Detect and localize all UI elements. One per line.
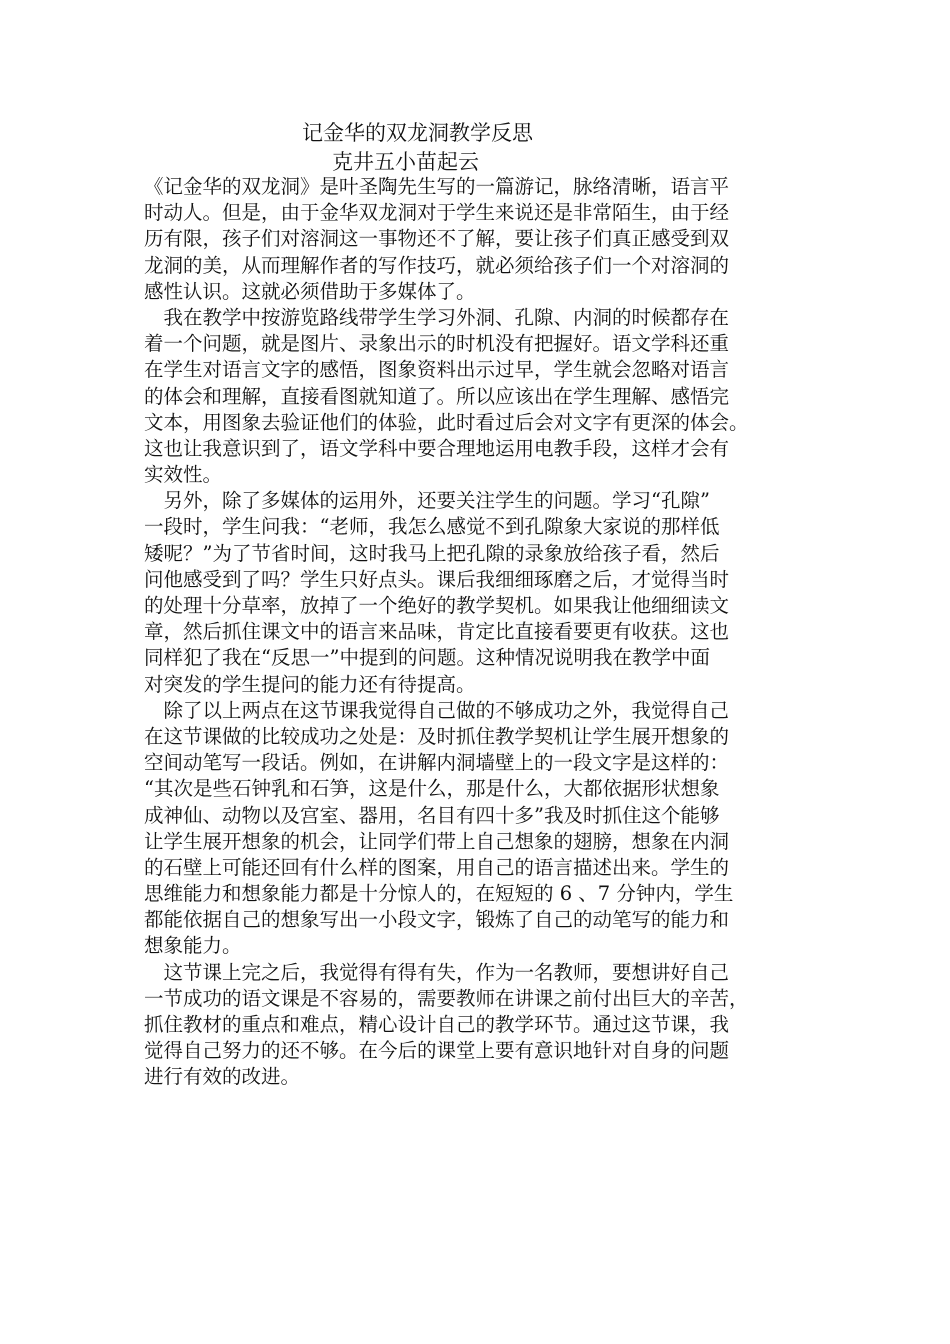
body-line: 一节成功的语文课是不容易的，需要教师在讲课之前付出巨大的辛苦， bbox=[144, 986, 749, 1010]
body-line: 另外，除了多媒体的运用外，还要关注学生的问题。学习“孔隙” bbox=[144, 489, 710, 513]
body-line: “其次是些石钟乳和石笋，这是什么，那是什么，大都依据形状想象 bbox=[144, 777, 720, 801]
body-line: 感性认识。这就必须借助于多媒体了。 bbox=[144, 279, 476, 303]
body-line: 让学生展开想象的机会，让同学们带上自己想象的翅膀，想象在内洞 bbox=[144, 829, 730, 853]
body-line: 的体会和理解，直接看图就知道了。所以应该出在学生理解、感悟完 bbox=[144, 384, 730, 408]
body-line: 时动人。但是，由于金华双龙洞对于学生来说还是非常陌生，由于经 bbox=[144, 201, 730, 225]
body-line: 一段时，学生问我：“老师，我怎么感觉不到孔隙象大家说的那样低 bbox=[144, 515, 720, 539]
body-line: 历有限，孩子们对溶洞这一事物还不了解，要让孩子们真正感受到双 bbox=[144, 227, 730, 251]
body-line: 同样犯了我在“反思一”中提到的问题。这种情况说明我在教学中面 bbox=[144, 646, 710, 670]
body-line: 这节课上完之后，我觉得有得有失，作为一名教师，要想讲好自己 bbox=[144, 960, 730, 984]
body-line: 的处理十分草率，放掉了一个绝好的教学契机。如果我让他细细读文 bbox=[144, 594, 730, 617]
document-author: 克井五小苗起云 bbox=[332, 150, 479, 174]
body-line: 进行有效的改进。 bbox=[144, 1065, 301, 1089]
body-line: 觉得自己努力的还不够。在今后的课堂上要有意识地针对自身的问题 bbox=[144, 1039, 730, 1063]
document-body bbox=[144, 174, 824, 1091]
body-line: 实效性。 bbox=[144, 463, 223, 487]
body-line: 除了以上两点在这节课我觉得自己做的不够成功之外，我觉得自己 bbox=[144, 698, 730, 722]
body-line: 都能依据自己的想象写出一小段文字，锻炼了自己的动笔写的能力和 bbox=[144, 908, 730, 932]
body-line: 矮呢？”为了节省时间，这时我马上把孔隙的录象放给孩子看，然后 bbox=[144, 541, 720, 565]
body-line: 章，然后抓住课文中的语言来品味，肯定比直接看要更有收获。这也 bbox=[144, 620, 730, 644]
body-line: 抓住教材的重点和难点，精心设计自己的教学环节。通过这节课，我 bbox=[144, 1013, 730, 1036]
body-line: 龙洞的美，从而理解作者的写作技巧，就必须给孩子们一个对溶洞的 bbox=[144, 253, 730, 277]
body-line: 《记金华的双龙洞》是叶圣陶先生写的一篇游记，脉络清晰，语言平 bbox=[144, 175, 730, 198]
body-line: 空间动笔写一段话。例如，在讲解内洞墙壁上的一段文字是这样的： bbox=[144, 751, 730, 775]
body-line: 的石壁上可能还回有什么样的图案，用自己的语言描述出来。学生的 bbox=[144, 855, 730, 879]
body-line: 在这节课做的比较成功之处是：及时抓住教学契机让学生展开想象的 bbox=[144, 724, 730, 748]
body-line: 文本，用图象去验证他们的体验，此时看过后会对文字有更深的体会。 bbox=[144, 410, 749, 434]
document-title: 记金华的双龙洞教学反思 bbox=[302, 121, 533, 145]
body-line: 着一个问题，就是图片、录象出示的时机没有把握好。语文学科还重 bbox=[144, 332, 730, 356]
body-line: 思维能力和想象能力都是十分惊人的，在短短的 6 、7 分钟内，学生 bbox=[144, 882, 734, 906]
body-line: 在学生对语言文字的感悟，图象资料出示过早，学生就会忽略对语言 bbox=[144, 358, 730, 382]
body-line: 这也让我意识到了，语文学科中要合理地运用电教手段，这样才会有 bbox=[144, 436, 730, 460]
body-line: 想象能力。 bbox=[144, 934, 242, 958]
body-line: 对突发的学生提问的能力还有待提高。 bbox=[144, 672, 476, 696]
body-line: 问他感受到了吗？学生只好点头。课后我细细琢磨之后，才觉得当时 bbox=[144, 567, 730, 591]
body-line: 我在教学中按游览路线带学生学习外洞、孔隙、内洞的时候都存在 bbox=[144, 305, 730, 329]
body-line: 成神仙、动物以及宫室、器用，名目有四十多”我及时抓住这个能够 bbox=[144, 803, 720, 827]
